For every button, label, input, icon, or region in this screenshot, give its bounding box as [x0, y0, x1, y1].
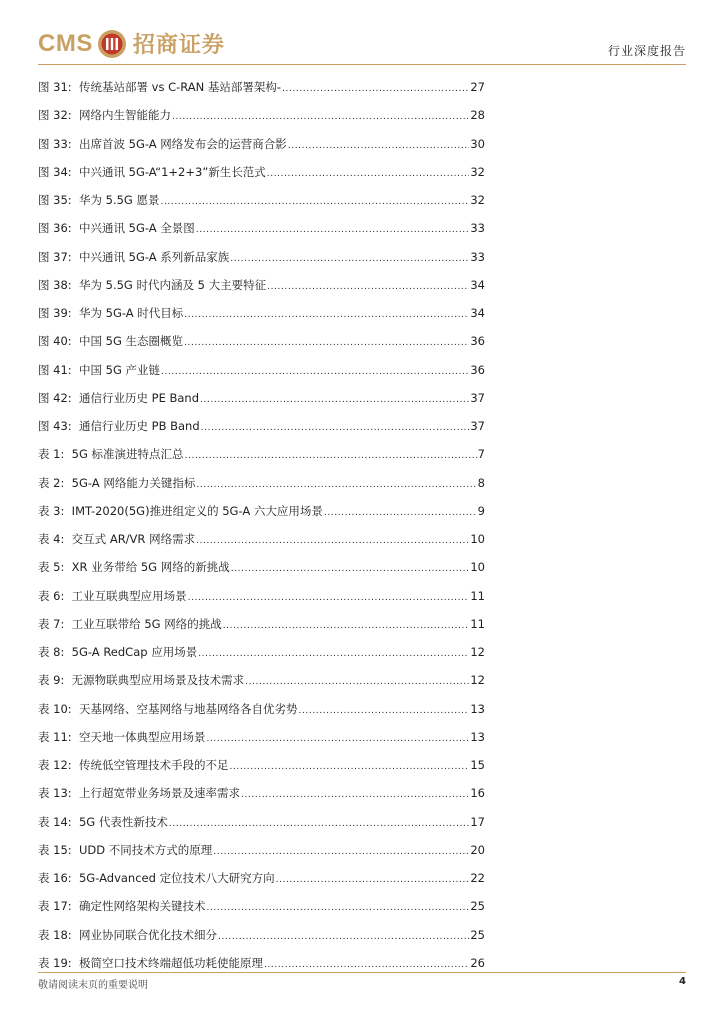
toc-entry-title: [38, 444, 184, 464]
toc-entry[interactable]: [38, 303, 485, 331]
toc-entry-label: 图 34:: [38, 164, 72, 179]
toc-page-number: 26: [470, 955, 485, 970]
toc-entry-label: 图 37:: [38, 249, 72, 264]
toc-entry-text: 确定性网络架构关键技术: [78, 899, 206, 914]
toc-leader-dots: [196, 473, 476, 495]
toc-entry-text: 传统低空管理技术手段的不足: [78, 758, 229, 772]
toc-page-number: 37: [470, 390, 485, 405]
toc-entry[interactable]: [38, 162, 485, 190]
toc-leader-dots: [196, 218, 470, 240]
toc-entry[interactable]: [38, 416, 485, 444]
toc-entry[interactable]: [38, 586, 485, 614]
toc-leader-dots: [324, 501, 477, 523]
logo-chinese: 招商证券: [132, 32, 225, 58]
toc-leader-dots: [298, 699, 469, 721]
toc-page-number: 32: [470, 164, 485, 179]
toc-entry-text: 无源物联典型应用场景及技术需求: [71, 673, 245, 688]
toc-leader-dots: [161, 190, 470, 212]
toc-entry-title: [38, 275, 266, 295]
toc-entry-label: 表 18:: [38, 927, 72, 942]
toc-page-number: 36: [470, 362, 485, 377]
toc-page-number: 33: [470, 249, 485, 264]
toc-entry-title: [38, 783, 240, 803]
toc-entry[interactable]: [38, 699, 485, 727]
toc-entry[interactable]: [38, 190, 485, 218]
toc-entry-title: [38, 218, 195, 238]
page-header: [0, 0, 724, 70]
toc-entry[interactable]: [38, 727, 485, 755]
toc-entry[interactable]: [38, 218, 485, 246]
toc-entry-label: 图 41:: [38, 362, 72, 377]
toc-entry-label: 表 4:: [38, 532, 65, 546]
toc-entry[interactable]: [38, 557, 485, 585]
toc-entry[interactable]: [38, 444, 485, 472]
toc-page-number: 8: [477, 475, 485, 490]
toc-leader-dots: [184, 331, 469, 353]
toc-leader-dots: [198, 642, 469, 664]
toc-page-number: 10: [470, 560, 485, 575]
toc-page-number: 28: [470, 108, 485, 123]
toc-entry-title: [38, 529, 195, 549]
toc-entry-text: 网业协同联合优化技术细分: [78, 927, 217, 942]
toc-entry-label: 图 40:: [38, 334, 72, 349]
toc-entry-text: 中国 5G 生态圈概览: [78, 334, 184, 349]
toc-entry-label: 表 16:: [38, 871, 72, 885]
toc-entry-label: 表 14:: [38, 814, 72, 829]
toc-leader-dots: [200, 388, 469, 410]
toc-entry-label: 图 32:: [38, 108, 72, 123]
toc-entry-label: 表 3:: [38, 503, 65, 518]
toc-leader-dots: [196, 529, 469, 551]
toc-entry-text: 华为 5.5G 时代内涵及 5 大主要特征: [78, 277, 267, 292]
toc-entry-text: 5G-A RedCap 应用场景: [71, 645, 198, 659]
toc-entry-label: 图 36:: [38, 221, 72, 236]
toc-entry[interactable]: [38, 473, 485, 501]
toc-leader-dots: [184, 303, 469, 325]
toc-entry[interactable]: [38, 642, 485, 670]
toc-page-number: 30: [470, 136, 485, 151]
toc-entry-label: 表 6:: [38, 588, 65, 603]
toc-entry-text: 中兴通讯 5G-A 全景图: [78, 221, 195, 236]
toc-page-number: 15: [470, 758, 485, 772]
toc-page-number: 34: [470, 306, 485, 320]
toc-entry-text: 工业互联典型应用场景: [71, 588, 187, 603]
toc-page-number: 13: [470, 701, 485, 716]
toc-entry-label: 表 8:: [38, 645, 65, 659]
toc-leader-dots: [231, 557, 470, 579]
toc-entry[interactable]: [38, 840, 485, 868]
toc-entry-label: 图 31:: [38, 80, 72, 94]
toc-entry-title: [38, 896, 205, 916]
toc-entry-label: 表 9:: [38, 673, 65, 688]
footer-divider: [38, 972, 686, 973]
toc-entry-title: [38, 727, 205, 747]
toc-leader-dots: [206, 727, 469, 749]
toc-entry[interactable]: [38, 812, 485, 840]
toc-page-number: 36: [470, 334, 485, 349]
toc-entry[interactable]: [38, 614, 485, 642]
toc-entry-label: 表 7:: [38, 616, 65, 631]
toc-leader-dots: [218, 925, 469, 947]
toc-leader-dots: [188, 586, 470, 608]
toc-leader-dots: [229, 755, 469, 777]
toc-entry-title: [38, 840, 212, 860]
toc-entry-label: 表 5:: [38, 560, 65, 575]
toc-leader-dots: [172, 105, 469, 127]
toc-entry[interactable]: [38, 755, 485, 783]
toc-entry[interactable]: [38, 331, 485, 359]
toc-entry-title: [38, 699, 297, 719]
toc-entry-text: 工业互联带给 5G 网络的挑战: [71, 616, 222, 631]
toc-entry[interactable]: [38, 529, 485, 557]
toc-entry-title: [38, 501, 323, 521]
toc-entry[interactable]: [38, 247, 485, 275]
toc-entry-text: 交互式 AR/VR 网络需求: [71, 532, 196, 546]
toc-page-number: 33: [470, 221, 485, 236]
logo-badge-icon: [97, 29, 127, 59]
toc-page-number: 25: [470, 927, 485, 942]
logo-latin: CMS: [38, 29, 93, 57]
toc-entry-text: 中兴通讯 5G-A“1+2+3”新生长范式: [78, 164, 266, 179]
toc-leader-dots: [267, 275, 469, 297]
toc-page-number: 25: [470, 899, 485, 914]
toc-entry[interactable]: [38, 783, 485, 811]
toc-entry-label: 图 43:: [38, 419, 72, 433]
toc-entry-label: 表 11:: [38, 729, 72, 744]
toc-entry-title: [38, 134, 287, 154]
toc-entry-text: 5G-A 网络能力关键指标: [71, 475, 196, 490]
toc-entry-title: [38, 642, 197, 662]
toc-leader-dots: [245, 670, 469, 692]
toc-leader-dots: [201, 416, 470, 438]
toc-entry[interactable]: [38, 925, 485, 953]
toc-entry-label: 表 1:: [38, 447, 65, 462]
toc-entry-label: 表 12:: [38, 758, 72, 772]
toc-page-number: 12: [470, 673, 485, 688]
toc-entry-title: [38, 557, 230, 577]
toc-entry-text: 中兴通讯 5G-A 系列新品家族: [78, 249, 230, 264]
toc-entry-title: [38, 105, 171, 125]
toc-entry[interactable]: [38, 360, 485, 388]
toc-page-number: 17: [470, 814, 485, 829]
toc-entry-text: 通信行业历史 PB Band: [78, 419, 200, 433]
toc-entry-title: [38, 303, 183, 323]
toc-page-number: 37: [470, 419, 485, 433]
toc-entry-text: 5G-Advanced 定位技术八大研究方向: [78, 871, 275, 885]
toc-entry-title: [38, 812, 168, 832]
toc-leader-dots: [282, 77, 469, 99]
toc-leader-dots: [161, 360, 469, 382]
toc-entry-label: 表 13:: [38, 786, 72, 801]
toc-entry-title: [38, 670, 244, 690]
toc-entry-label: 表 15:: [38, 842, 72, 857]
toc-page-number: 10: [470, 532, 485, 546]
toc-page-number: 11: [470, 616, 485, 631]
table-of-contents: [38, 77, 485, 981]
header-divider: [38, 64, 686, 65]
toc-leader-dots: [185, 444, 477, 466]
toc-entry-text: 华为 5G-A 时代目标: [78, 306, 184, 320]
toc-entry-title: [38, 755, 228, 775]
toc-entry-label: 图 33:: [38, 136, 72, 151]
page-number: 4: [679, 976, 686, 987]
toc-entry-text: 中国 5G 产业链: [78, 362, 161, 377]
toc-page-number: 12: [470, 645, 485, 659]
report-type: 行业深度报告: [607, 44, 686, 58]
toc-entry-label: 图 39:: [38, 306, 72, 320]
toc-entry-text: 上行超宽带业务场景及速率需求: [78, 786, 240, 801]
toc-entry[interactable]: [38, 896, 485, 924]
toc-entry-text: 通信行业历史 PE Band: [78, 390, 200, 405]
toc-page-number: 16: [470, 786, 485, 801]
toc-leader-dots: [169, 812, 469, 834]
toc-entry-title: [38, 416, 200, 436]
toc-entry[interactable]: [38, 77, 485, 105]
toc-page-number: 7: [477, 447, 485, 462]
toc-entry[interactable]: [38, 501, 485, 529]
toc-entry-title: [38, 953, 263, 973]
toc-page-number: 11: [470, 588, 485, 603]
toc-entry-text: 极简空口技术终端超低功耗使能原理: [78, 955, 263, 970]
toc-entry-title: [38, 77, 281, 97]
toc-page-number: 32: [470, 193, 485, 207]
toc-entry[interactable]: [38, 388, 485, 416]
toc-entry-text: IMT-2020(5G)推进组定义的 5G-A 六大应用场景: [71, 503, 323, 518]
toc-page-number: 22: [470, 871, 485, 885]
toc-leader-dots: [206, 896, 469, 918]
toc-page-number: 27: [470, 80, 485, 94]
toc-leader-dots: [288, 134, 470, 156]
toc-entry-label: 图 38:: [38, 277, 72, 292]
toc-entry[interactable]: [38, 105, 485, 133]
toc-entry-text: 传统基站部署 vs C-RAN 基站部署架构-: [78, 80, 282, 94]
toc-entry-text: 出席首波 5G-A 网络发布会的运营商合影: [78, 136, 287, 151]
footer-disclaimer: 敬请阅读末页的重要说明: [38, 980, 148, 991]
toc-entry-text: UDD 不同技术方式的原理: [78, 842, 213, 857]
toc-entry-title: [38, 925, 217, 945]
toc-entry-title: [38, 868, 275, 888]
toc-entry-label: 表 17:: [38, 899, 72, 914]
toc-entry-title: [38, 586, 187, 606]
toc-leader-dots: [276, 868, 470, 890]
toc-entry-text: 网络内生智能能力: [78, 108, 171, 123]
toc-entry-text: 5G 标准演进特点汇总: [71, 447, 184, 462]
toc-entry-title: [38, 473, 195, 493]
toc-page-number: 34: [470, 277, 485, 292]
toc-leader-dots: [213, 840, 469, 862]
toc-entry[interactable]: [38, 275, 485, 303]
toc-entry-title: [38, 388, 199, 408]
toc-entry-text: 华为 5.5G 愿景: [78, 193, 160, 207]
toc-entry[interactable]: [38, 868, 485, 896]
toc-page-number: 9: [477, 503, 485, 518]
toc-entry-text: XR 业务带给 5G 网络的新挑战: [71, 560, 230, 575]
brand-logo: [38, 28, 225, 59]
toc-leader-dots: [223, 614, 470, 636]
toc-entry-title: [38, 162, 266, 182]
toc-entry-label: 表 2:: [38, 475, 65, 490]
toc-entry-title: [38, 190, 160, 210]
toc-page-number: 20: [470, 842, 485, 857]
toc-entry-title: [38, 247, 229, 267]
toc-entry-title: [38, 614, 222, 634]
toc-leader-dots: [241, 783, 469, 805]
toc-entry-label: 表 19:: [38, 955, 72, 970]
toc-leader-dots: [230, 247, 469, 269]
toc-entry-title: [38, 360, 160, 380]
toc-entry-text: 5G 代表性新技术: [78, 814, 168, 829]
toc-entry-label: 表 10:: [38, 701, 72, 716]
toc-entry[interactable]: [38, 670, 485, 698]
toc-entry-text: 天基网络、空基网络与地基网络各自优劣势: [78, 701, 298, 716]
toc-entry-title: [38, 331, 183, 351]
toc-entry-label: 图 35:: [38, 193, 72, 207]
toc-page-number: 13: [470, 729, 485, 744]
toc-leader-dots: [267, 162, 470, 184]
toc-entry-text: 空天地一体典型应用场景: [78, 729, 206, 744]
toc-entry[interactable]: [38, 134, 485, 162]
toc-entry-label: 图 42:: [38, 390, 72, 405]
